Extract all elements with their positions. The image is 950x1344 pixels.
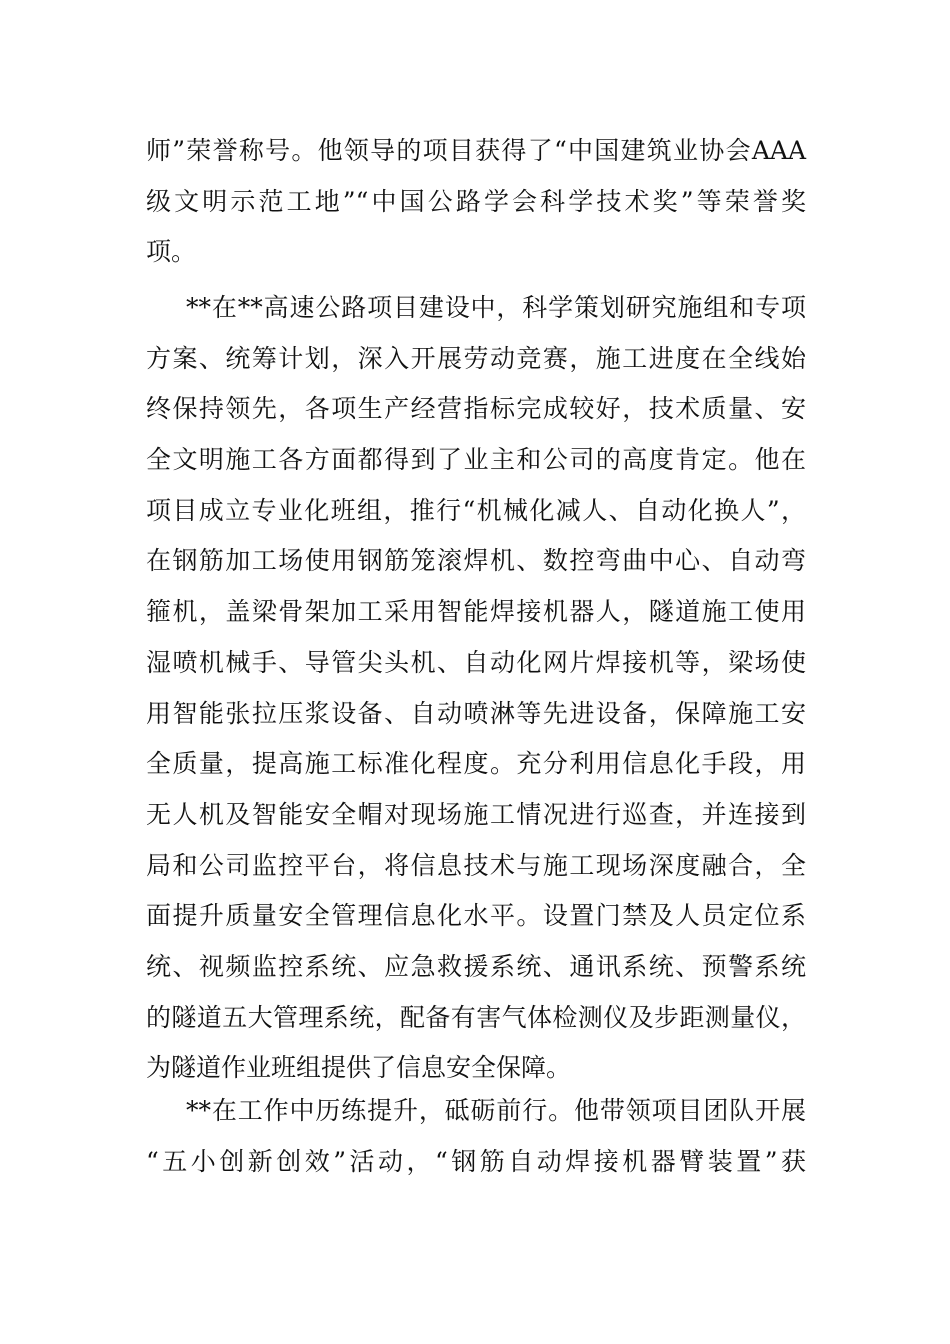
paragraph-line: 全文明施工各方面都得到了业主和公司的高度肯定。他在 [146,445,806,475]
paragraph-line: 项目成立专业化班组，推行“机械化减人、自动化换人”， [146,495,806,525]
paragraph-2 [146,283,806,1094]
paragraph-line: 局和公司监控平台，将信息技术与施工现场深度融合，全 [146,850,806,880]
paragraph-line: **在工作中历练提升，砥砺前行。他带领项目团队开展 [186,1096,806,1125]
paragraph-line: 湿喷机械手、导管尖头机、自动化网片焊接机等，梁场使 [146,647,806,677]
paragraph-3 [146,1086,806,1187]
paragraph-line: 面提升质量安全管理信息化水平。设置门禁及人员定位系 [146,901,806,931]
paragraph-line: **在**高速公路项目建设中，科学策划研究施组和专项 [186,293,806,322]
paragraph-1 [146,126,806,278]
paragraph-line: 统、视频监控系统、应急救援系统、通讯系统、预警系统 [146,951,806,981]
paragraph-line: 终保持领先，各项生产经营指标完成较好，技术质量、安 [146,394,806,424]
paragraph-line: 用智能张拉压浆设备、自动喷淋等先进设备，保障施工安 [146,698,806,728]
paragraph-line: 箍机，盖梁骨架加工采用智能焊接机器人，隧道施工使用 [146,597,806,627]
paragraph-line: “五小创新创效”活动，“钢筋自动焊接机器臂装置”获 [146,1146,806,1176]
paragraph-line: 的隧道五大管理系统，配备有害气体检测仪及步距测量仪， [146,1002,806,1032]
paragraph-line: 级文明示范工地”“中国公路学会科学技术奖”等荣誉奖 [146,186,806,216]
paragraph-line: 为隧道作业班组提供了信息安全保障。 [146,1053,572,1083]
paragraph-line: 师”荣誉称号。他领导的项目获得了“中国建筑业协会AAA [146,136,806,165]
paragraph-line: 项。 [146,237,197,267]
paragraph-line: 在钢筋加工场使用钢筋笼滚焊机、数控弯曲中心、自动弯 [146,546,806,576]
paragraph-line: 全质量，提高施工标准化程度。充分利用信息化手段，用 [146,749,806,779]
paragraph-line: 无人机及智能安全帽对现场施工情况进行巡查，并连接到 [146,799,806,829]
paragraph-line: 方案、统筹计划，深入开展劳动竞赛，施工进度在全线始 [146,343,806,373]
